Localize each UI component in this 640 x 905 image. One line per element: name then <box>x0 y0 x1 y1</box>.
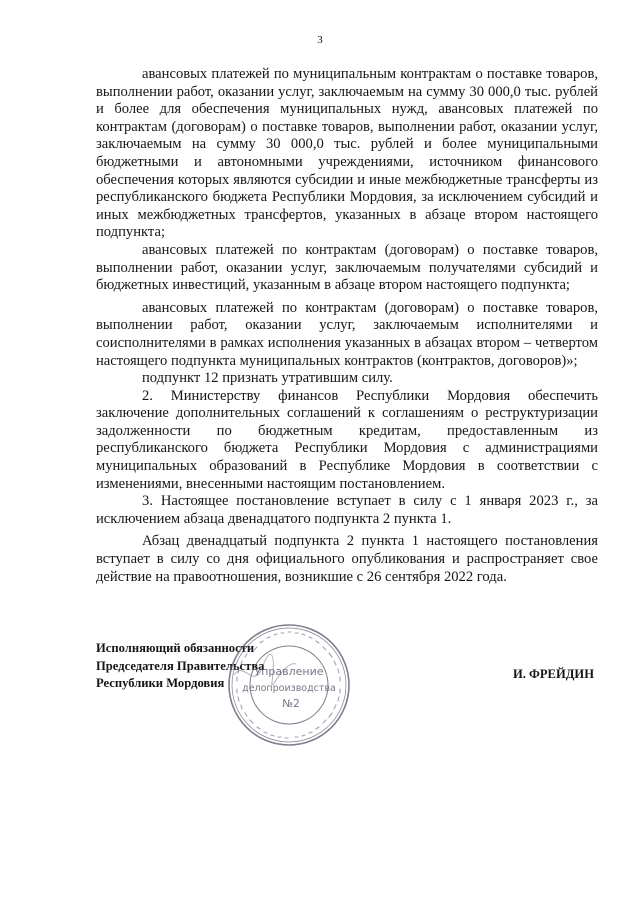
signatory-name: И. ФРЕЙДИН <box>512 667 594 681</box>
signatory-title-line-1: Исполняющий обязанности <box>96 641 255 655</box>
paragraph-6: 3. Настоящее постановление вступает в силу с 1 января 2023 г., за исключением абзаца двенадцатого подпункта 2 пункта 1. <box>96 493 598 527</box>
paragraph-3: авансовых платежей по контрактам (договорам) о поставке товаров, выполнении работ, оказании услуг, заключаемым исполнителями и соисполнителями в рамках исполнения указанных в абзацах втором – четвертом настоящего подпункта муниципальных контрактов (контрактов, договоров)»; <box>96 299 598 369</box>
document-body <box>96 66 598 586</box>
paragraph-1: авансовых платежей по муниципальным контрактам о поставке товаров, выполнении работ, оказании услуг, заключаемым на сумму 30 000,0 тыс. рублей и более для обеспечения муниципальных нужд, авансовых платежей по контрактам (договорам) о поставке товаров, выполнении работ, оказании услуг, заключаемым на сумму 30 000,0 тыс. рублей и более муниципальными бюджетными и автономными учреждениями, источником финансового обеспечения которых являются субсидии и иные межбюджетные трансферты из республиканского бюджета Республики Мордовия, за исключением субсидий и иных межбюджетных трансфертов, указанных в абзаце втором настоящего подпункта; <box>96 66 598 241</box>
paragraph-7: Абзац двенадцатый подпункта 2 пункта 1 настоящего постановления вступает в силу со дня официального опубликования и распространяет свое действие на правоотношения, возникшие с 26 сентября 2022 года. <box>96 533 598 585</box>
signatory-title-line-3: Республики Мордовия <box>96 676 225 690</box>
stamp-center-line-1: Управление <box>254 665 324 678</box>
paragraph-5: 2. Министерству финансов Республики Мордовия обеспечить заключение дополнительных соглашений к соглашениям о реструктуризации задолженности по бюджетным кредитам, предоставленным из республиканского бюджета Республики Мордовия с администрациями муниципальных образований в Республике Мордовия в соответствии с изменениями, внесенными настоящим постановлением. <box>96 387 598 492</box>
paragraph-4: подпункт 12 признать утратившим силу. <box>142 370 393 387</box>
page-number: 3 <box>317 34 323 46</box>
paragraph-2: авансовых платежей по контрактам (договорам) о поставке товаров, выполнении работ, оказании услуг, заключаемым получателями субсидий и бюджетных инвестиций, указанным в абзаце втором настоящего подпункта; <box>96 241 598 294</box>
signature-block <box>96 640 598 760</box>
stamp-center-line-3: №2 <box>282 698 300 710</box>
official-stamp <box>224 620 354 750</box>
stamp-center-line-2: делопроизводства <box>242 683 336 694</box>
signatory-title-line-2: Председателя Правительства <box>96 658 265 673</box>
